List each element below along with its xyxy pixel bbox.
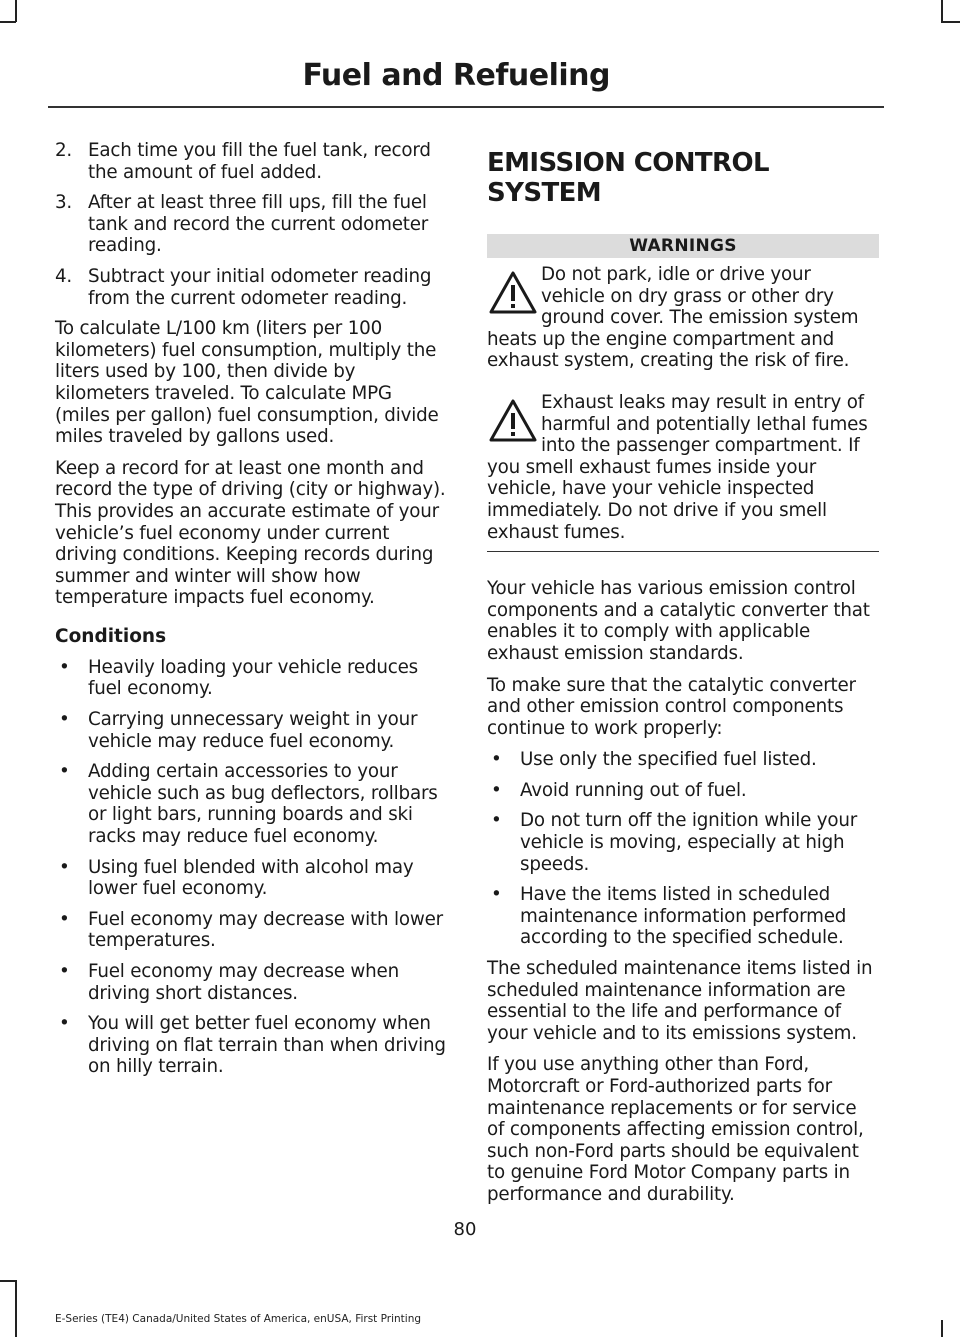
conditions-list (55, 657, 447, 1078)
list-item: • Have the items listed in scheduled maintenance information performed according to the specified schedule. (491, 884, 847, 949)
paragraph-record: Keep a record for at least one month and record the type of driving (city or highway). This provides an accurate estimate of your vehicle’s fuel economy under current driving conditions. Keeping records during summer and winter will show how temperature impacts fuel economy. (55, 457, 446, 609)
warning-triangle-icon (487, 396, 539, 444)
list-item: • Do not turn off the ignition while your vehicle is moving, especially at high speeds. (491, 810, 858, 875)
list-item: • Heavily loading your vehicle reduces fuel economy. (59, 656, 418, 700)
page-header-title: Fuel and Refueling (302, 58, 610, 93)
list-item: • Fuel economy may decrease when driving short distances. (59, 961, 399, 1004)
warnings-heading: WARNINGS (487, 234, 879, 258)
warning-text: Do not park, idle or drive your vehicle on dry grass or other dry ground cover. The emission system heats up the engine compartment and exhaust system, creating the risk of fire. (487, 264, 859, 372)
list-item: • Avoid running out of fuel. (491, 779, 747, 801)
crop-mark-top-right-v (941, 0, 943, 22)
emission-list (487, 749, 879, 949)
warning-triangle-icon (487, 268, 539, 316)
numbered-steps (55, 140, 447, 309)
paragraph-parts: If you use anything other than Ford, Motorcraft or Ford-authorized parts for maintenance replacements or for service of components affecting emission control, such non-Ford parts should be equivalent to genuine Ford Motor Company parts in performance and durability. (487, 1054, 864, 1205)
list-item: • Using fuel blended with alcohol may lower fuel economy. (59, 856, 414, 900)
right-column (487, 140, 879, 1216)
warning-item (487, 264, 879, 372)
warning-item (487, 392, 879, 543)
paragraph-scheduled-maintenance: The scheduled maintenance items listed in scheduled maintenance information are essential to the life and performance of your vehicle and to its emissions system. (487, 958, 873, 1044)
list-item: • Adding certain accessories to your vehicle such as bug deflectors, rollbars or light bars, running boards and ski racks may reduce fuel economy. (59, 761, 438, 848)
crop-mark-bottom-left-h (0, 1280, 16, 1282)
page-number: 80 (453, 1219, 477, 1240)
footer-text: E-Series (TE4) Canada/United States of America, enUSA, First Printing (55, 1313, 422, 1325)
left-column (55, 140, 447, 1087)
step-item: 2. Each time you fill the fuel tank, record the amount of fuel added. (55, 140, 431, 183)
crop-mark-bottom-right-v (941, 1320, 943, 1337)
section-title: EMISSION CONTROL SYSTEM (487, 148, 769, 208)
list-item: • Fuel economy may decrease with lower temperatures. (59, 908, 443, 952)
warning-text: Exhaust leaks may result in entry of harmful and potentially lethal fumes into the passenger compartment. If you smell exhaust fumes inside your vehicle, have your vehicle inspected immediately. Do not drive if you smell exhaust fumes. (487, 391, 868, 543)
warnings-end-rule (487, 551, 879, 552)
conditions-heading: Conditions (55, 625, 167, 647)
paragraph-make-sure: To make sure that the catalytic converter and other emission control components continue to work properly: (487, 674, 856, 739)
crop-mark-top-left-h (0, 21, 16, 23)
list-item: • Carrying unnecessary weight in your vehicle may reduce fuel economy. (59, 709, 418, 752)
crop-mark-top-right-h (941, 21, 960, 23)
header-rule (48, 106, 884, 108)
step-item: 4. Subtract your initial odometer reading from the current odometer reading. (55, 265, 432, 309)
list-item: • Use only the specified fuel listed. (491, 749, 817, 771)
crop-mark-top-left-v (15, 0, 17, 22)
step-item: 3. After at least three fill ups, fill the fuel tank and record the current odometer reading. (55, 192, 429, 257)
crop-mark-bottom-left-v (15, 1280, 17, 1337)
paragraph-emission-components: Your vehicle has various emission control components and a catalytic converter that enables it to comply with applicable exhaust emission standards. (487, 578, 870, 664)
list-item: • You will get better fuel economy when driving on flat terrain than when driving on hilly terrain. (59, 1013, 446, 1078)
paragraph-calculation: To calculate L/100 km (liters per 100 kilometers) fuel consumption, multiply the liters used by 100, then divide by kilometers traveled. To calculate MPG (miles per gallon) fuel consumption, divide miles traveled by gallons used. (55, 318, 439, 448)
